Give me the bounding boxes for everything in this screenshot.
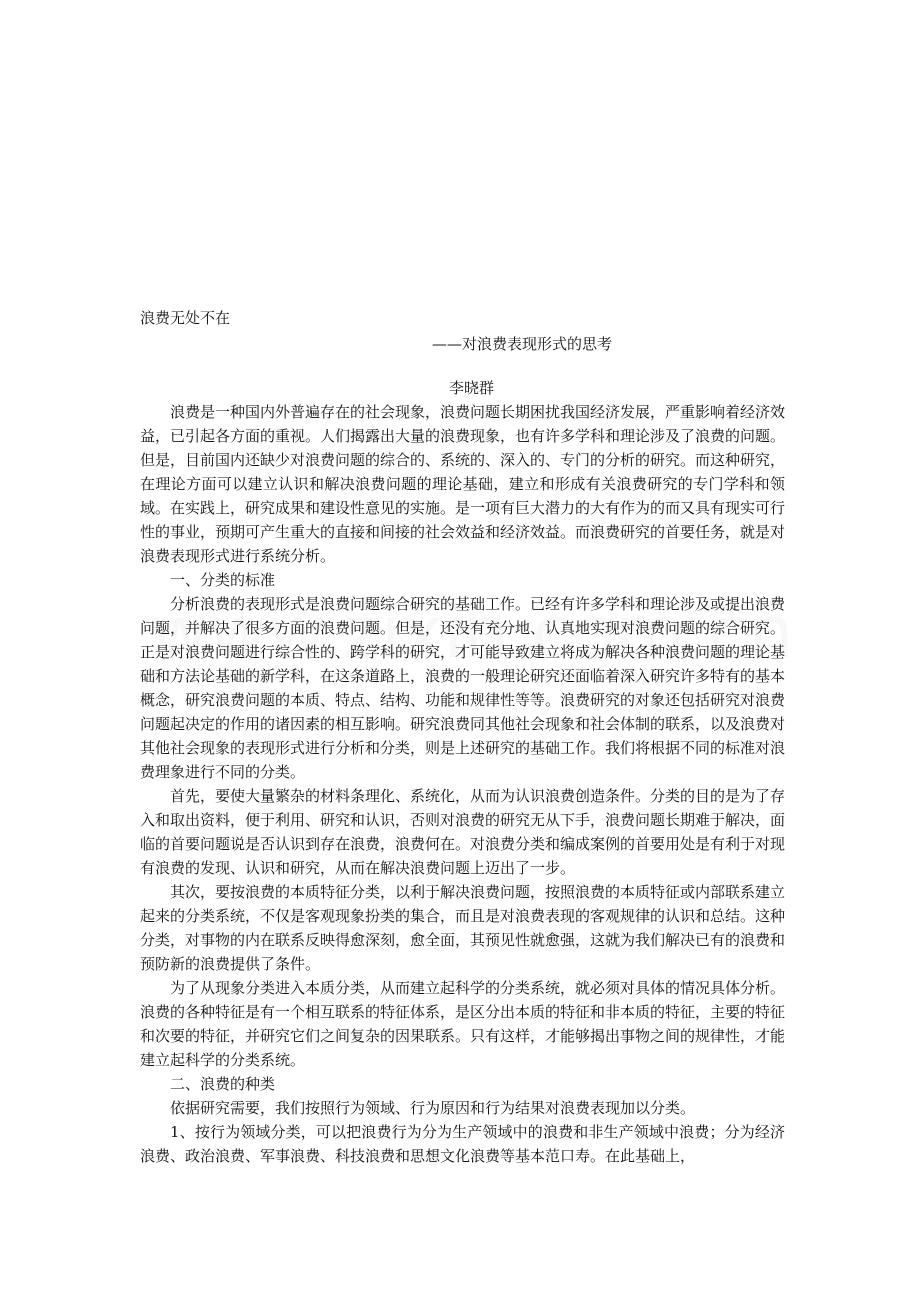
intro-paragraph: 浪费是一种国内外普遍存在的社会现象，浪费问题长期困扰我国经济发展，严重影响着经济效益，已引起各方面的重视。人们揭露出大量的浪费现象，也有许多学科和理论涉及了浪费的问题。但是，目前国内还缺少对浪费问题的综合的、系统的、深入的、专门的分析的研究。而这种研究，在理论方面可以建立认识和解决浪费问题的理论基础，建立和形成有关浪费研究的专门学科和领域。在实践上，研究成果和建设性意见的实施。是一项有巨大潜力的大有作为的而又具有现实可行性的事业，预期可产生重大的直接和间接的社会效益和经济效益。而浪费研究的首要任务，就是对浪费表现形式进行系统分析。 <box>140 403 786 565</box>
section-heading-types: 二、浪费的种类 <box>170 1075 276 1093</box>
document-author: 李晓群 <box>448 379 494 397</box>
section2-paragraph: 依据研究需要，我们按照行为领域、行为原因和行为结果对浪费表现加以分类。 <box>170 1099 696 1117</box>
document-title: 浪费无处不在 <box>140 309 231 327</box>
section1-paragraph: 为了从现象分类进入本质分类，从而建立起科学的分类系统，就必须对具体的情况具体分析。浪费的各种特征是有一个相互联系的特征体系，是区分出本质的特征和非本质的特征，主要的特征和次要的特征，并研究它们之间复杂的因果联系。只有这样，才能够揭出事物之间的规律性，才能建立起科学的分类系统。 <box>140 979 786 1069</box>
section-heading-standards: 一、分类的标准 <box>170 571 276 589</box>
section1-paragraph: 首先，要使大量繁杂的材料条理化、系统化，从而为认识浪费创造条件。分类的目的是为了存入和取出资料，便于利用、研究和认识，否则对浪费的研究无从下手，浪费问题长期难于解决，面临的首要问题说是否认识到存在浪费，浪费何在。对浪费分类和编成案例的首要用处是有利于对现有浪费的发现、认识和研究，从而在解决浪费问题上迈出了一步。 <box>140 787 786 877</box>
document-page <box>140 306 785 1168</box>
section2-paragraph: 1、按行为领域分类，可以把浪费行为分为生产领域中的浪费和非生产领域中浪费；分为经济浪费、政治浪费、军事浪费、科技浪费和思想文化浪费等基本范口寿。在此基础上， <box>140 1123 785 1165</box>
section1-paragraph: 分析浪费的表现形式是浪费问题综合研究的基础工作。已经有许多学科和理论涉及或提出浪费问题，并解决了很多方面的浪费问题。但是，还没有充分地、认真地实现对浪费问题的综合研究。正是对浪费问题进行综合性的、跨学科的研究，才可能导致建立将成为解决各种浪费问题的理论基础和方法论基础的新学科，在这条道路上，浪费的一般理论研究还面临着深入研究许多特有的基本概念，研究浪费问题的本质、特点、结构、功能和规律性等等。浪费研究的对象还包括研究对浪费问题起决定的作用的诸因素的相互影响。研究浪费同其他社会现象和社会体制的联系，以及浪费对其他社会现象的表现形式进行分析和分类，则是上述研究的基础工作。我们将根据不同的标准对浪费理象进行不同的分类。 <box>140 595 786 781</box>
document-subtitle: ——对浪费表现形式的思考 <box>432 335 613 353</box>
section1-paragraph: 其次，要按浪费的本质特征分类，以利于解决浪费问题，按照浪费的本质特征或内部联系建立起来的分类系统，不仅是客观现象扮类的集合，而且是对浪费表现的客观规律的认识和总结。这种分类，对事物的内在联系反映得愈深刻，愈全面，其预见性就愈强，这就为我们解决已有的浪费和预防新的浪费提供了条件。 <box>140 883 786 973</box>
